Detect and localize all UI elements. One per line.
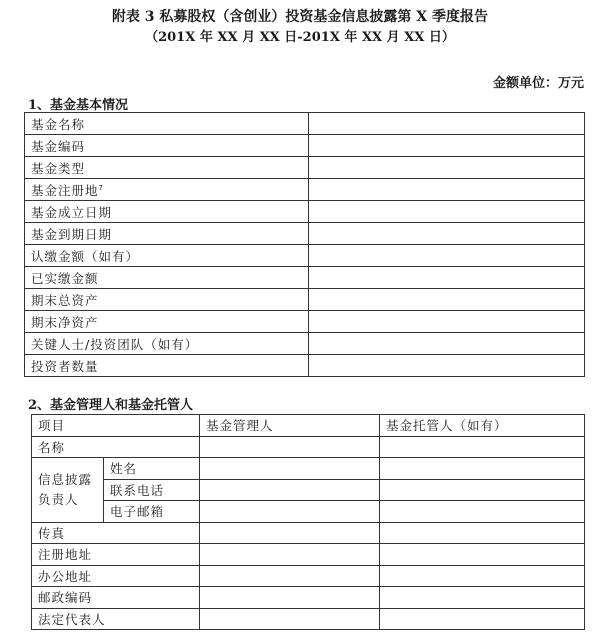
value-cell (309, 179, 585, 201)
row-label: 基金成立日期 (25, 201, 309, 223)
value-cell (380, 522, 585, 544)
value-cell (380, 479, 585, 501)
value-cell (380, 458, 585, 480)
row-label: 姓名 (104, 458, 200, 480)
table-row (25, 135, 585, 157)
value-cell (200, 458, 380, 480)
row-label: 已实缴金额 (25, 267, 309, 289)
amount-unit: 金额单位：万元 (492, 76, 584, 91)
table-row (32, 479, 585, 501)
row-label: 名称 (32, 436, 200, 458)
value-cell (309, 245, 585, 267)
value-cell (200, 608, 380, 630)
row-label: 邮政编码 (32, 587, 200, 609)
table-row (25, 223, 585, 245)
table-row (25, 201, 585, 223)
table-row (25, 113, 585, 135)
row-label: 电子邮箱 (104, 501, 200, 523)
table-row (25, 311, 585, 333)
value-cell (309, 289, 585, 311)
row-label: 期末净资产 (25, 311, 309, 333)
row-label: 联系电话 (104, 479, 200, 501)
row-label: 基金注册地 (31, 182, 99, 198)
table-row (32, 458, 585, 480)
report-title: 附表 3 私募股权（含创业）投资基金信息披露第 X 季度报告 (111, 9, 489, 25)
row-label: 基金编码 (25, 135, 309, 157)
table-row (25, 267, 585, 289)
row-label: 法定代表人 (32, 608, 200, 630)
row-label: 基金名称 (25, 113, 309, 135)
value-cell (380, 544, 585, 566)
value-cell (200, 587, 380, 609)
value-cell (380, 608, 585, 630)
disclosure-officer-label: 信息披露负责人 (32, 458, 104, 523)
value-cell (200, 565, 380, 587)
value-cell (380, 565, 585, 587)
row-label: 认缴金额（如有） (25, 245, 309, 267)
table-row (32, 608, 585, 630)
row-label: 基金到期日期 (25, 223, 309, 245)
row-label: 基金类型 (25, 157, 309, 179)
row-label: 投资者数量 (25, 355, 309, 377)
row-label-with-footnote (25, 179, 309, 201)
table-row (32, 587, 585, 609)
value-cell (200, 522, 380, 544)
table-row (32, 436, 585, 458)
fund-basic-table (24, 112, 585, 377)
header-manager: 基金管理人 (200, 415, 380, 437)
section1-heading: 1、基金基本情况 (28, 98, 129, 113)
table-row (25, 245, 585, 267)
table-row (25, 333, 585, 355)
row-label: 关键人士/投资团队（如有） (25, 333, 309, 355)
value-cell (380, 436, 585, 458)
footnote-mark: 7 (98, 183, 104, 192)
value-cell (309, 201, 585, 223)
header-custodian: 基金托管人（如有） (380, 415, 585, 437)
table-row (32, 522, 585, 544)
table-row (32, 565, 585, 587)
table-row (32, 544, 585, 566)
value-cell (309, 113, 585, 135)
value-cell (309, 355, 585, 377)
value-cell (200, 479, 380, 501)
value-cell (309, 333, 585, 355)
row-label: 传真 (32, 522, 200, 544)
value-cell (309, 267, 585, 289)
table-row (25, 157, 585, 179)
table-header-row (32, 415, 585, 437)
value-cell (309, 223, 585, 245)
report-period: （201X 年 XX 月 XX 日-201X 年 XX 月 XX 日） (145, 30, 455, 45)
header-item: 项目 (32, 415, 200, 437)
row-label: 办公地址 (32, 565, 200, 587)
manager-custodian-table (31, 414, 585, 630)
value-cell (309, 135, 585, 157)
value-cell (380, 501, 585, 523)
value-cell (380, 587, 585, 609)
table-row (25, 289, 585, 311)
value-cell (309, 311, 585, 333)
row-label: 期末总资产 (25, 289, 309, 311)
value-cell (200, 436, 380, 458)
value-cell (200, 501, 380, 523)
section2-heading: 2、基金管理人和基金托管人 (28, 398, 194, 413)
table-row (25, 179, 585, 201)
row-label: 注册地址 (32, 544, 200, 566)
value-cell (309, 157, 585, 179)
table-row (25, 355, 585, 377)
table-row (32, 501, 585, 523)
value-cell (200, 544, 380, 566)
